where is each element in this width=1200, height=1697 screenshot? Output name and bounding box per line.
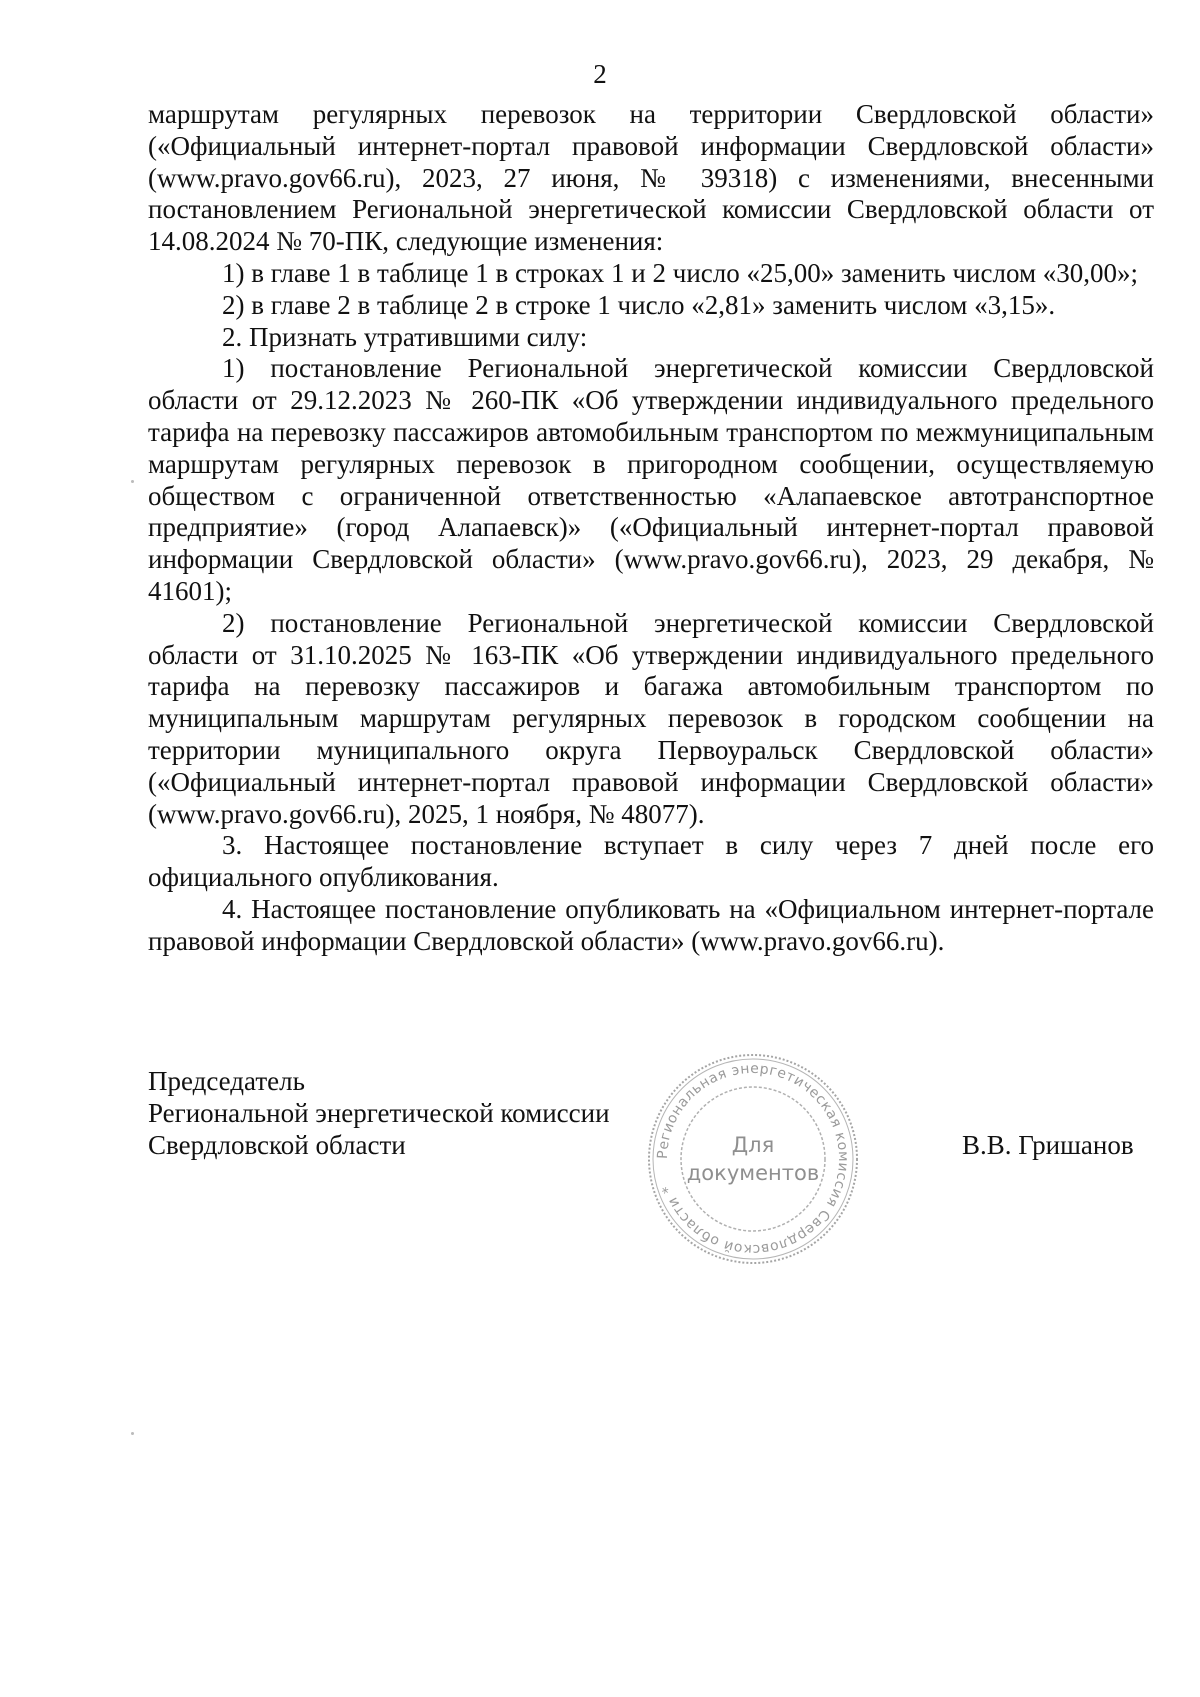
seal-outer-ring xyxy=(649,1055,857,1263)
signatory-title-line: Председатель xyxy=(148,1066,305,1096)
seal-ring-text: Региональная энергетическая комиссия Свердловской области * xyxy=(654,1060,852,1258)
seal-outer-ring-inner xyxy=(653,1059,853,1259)
seal-graphic xyxy=(646,1052,860,1266)
signatory-title-line: Региональной энергетической комиссии xyxy=(148,1097,610,1128)
scan-speck xyxy=(131,480,134,483)
paragraph-repeal-2: 2) постановление Региональной энергетической комиссии Свердловской области от 31.10.2025 № 163-ПК «Об утверждении индивидуального предельного тарифа на перевозку пассажиров и багажа автомобильным транспортом по муниципальным маршрутам регулярных перевозок в городском сообщении на территории муниципального округа Первоуральск Свердловской области» («Официальный интернет-портал правовой информации Свердловской области» (www.pravo.gov66.ru), 2025, 1 ноября, № 48077). xyxy=(148,607,1154,829)
scan-speck xyxy=(131,1432,134,1435)
paragraph-item-3: 3. Настоящее постановление вступает в силу через 7 дней после его официального опубликования. xyxy=(148,830,1154,893)
paragraph-item-4: 4. Настоящее постановление опубликовать на «Официальном интернет-портале правовой информации Свердловской области» (www.pravo.gov66.ru). xyxy=(148,893,1154,956)
signatory-title-line: Свердловской области xyxy=(148,1129,406,1160)
seal-center-text: документов xyxy=(686,1161,820,1185)
paragraph-repeal-1: 1) постановление Региональной энергетической комиссии Свердловской области от 29.12.2023 № 260-ПК «Об утверждении индивидуального предельного тарифа на перевозку пассажиров автомобильным транспортом по межмуниципальным маршрутам регулярных перевозок в пригородном сообщении, осуществляемую обществом с ограниченной ответственностью «Алапаевское автотранспортное предприятие» (город Алапаевск)» («Официальный интернет-портал правовой информации Свердловской области» (www.pravo.gov66.ru), 2023, 29 декабря, № 41601); xyxy=(148,353,1154,606)
paragraph-item-2: 2. Признать утратившими силу: xyxy=(222,321,588,352)
paragraph-continuation: маршрутам регулярных перевозок на территории Свердловской области» («Официальный интернет-портал правовой информации Свердловской области» (www.pravo.gov66.ru), 2023, 27 июня, № 39318) с изменениями, внесенными постановлением Региональной энергетической комиссии Свердловской области от 14.08.2024 № 70-ПК, следующие изменения: xyxy=(148,99,1154,257)
seal-inner-ring xyxy=(681,1087,825,1231)
signatory-title xyxy=(148,1066,610,1161)
seal-center-text: Для xyxy=(731,1133,775,1157)
official-seal xyxy=(646,1052,860,1266)
document-body xyxy=(148,99,1154,958)
signatory-name: В.В. Гришанов xyxy=(962,1130,1134,1160)
paragraph-change-1: 1) в главе 1 в таблице 1 в строках 1 и 2 число «25,00» заменить числом «30,00»; xyxy=(222,257,1139,288)
paragraph-change-2: 2) в главе 2 в таблице 2 в строке 1 число «2,81» заменить числом «3,15». xyxy=(222,289,1056,320)
page-number: 2 xyxy=(593,59,607,89)
